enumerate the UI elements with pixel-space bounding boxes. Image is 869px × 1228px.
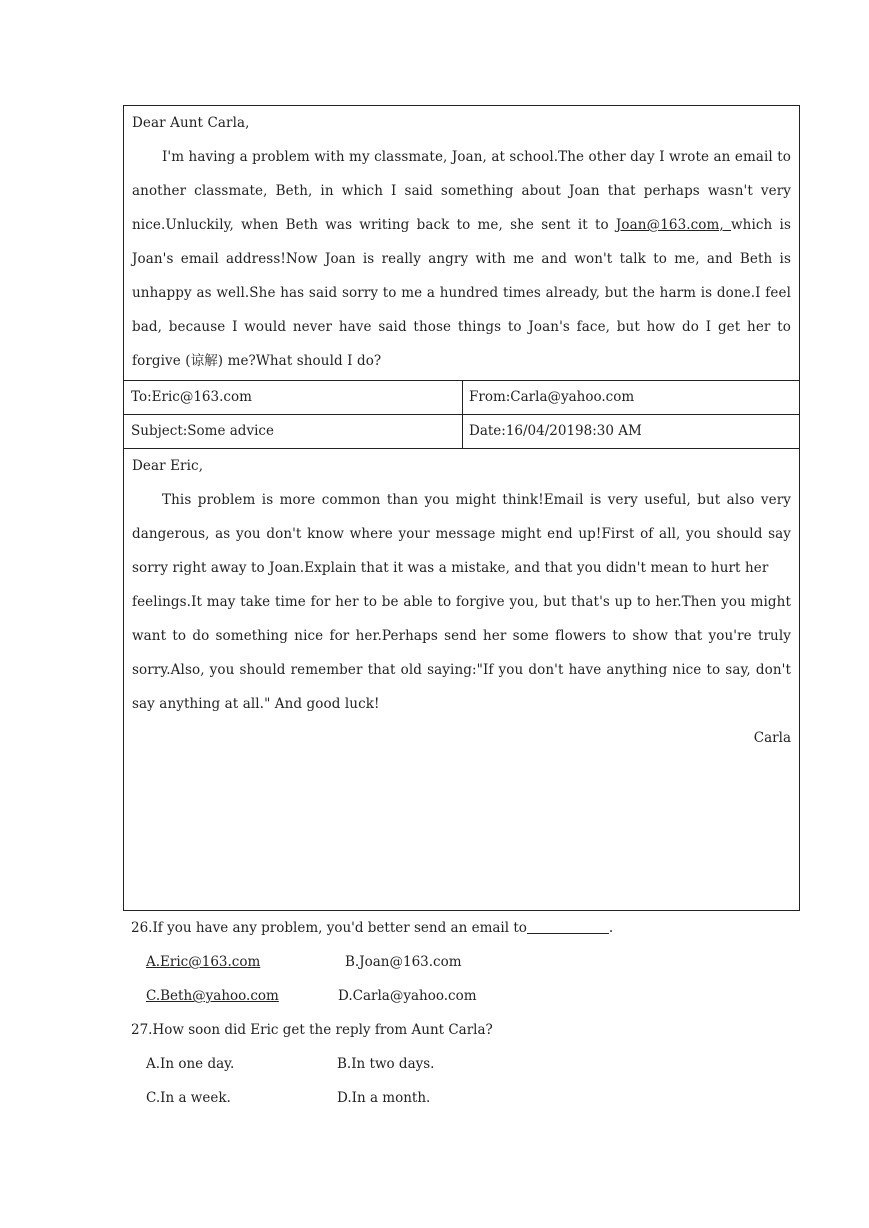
question-27-text: 27.How soon did Eric get the reply from Aunt Carla? <box>131 1022 493 1038</box>
from-field: From:Carla@yahoo.com <box>469 389 635 405</box>
letter2-body-part1: This problem is more common than you might think!Email is very useful, but also very dangerous, as you don't know where your message might end up!First of all, you should say sorry right away to Joan.Explain that it was a mistake, and that you didn't mean to hurt her <box>132 492 791 576</box>
date-field: Date:16/04/20198:30 AM <box>469 423 642 439</box>
question-26 <box>131 911 801 945</box>
option-d: D.Carla@yahoo.com <box>338 988 477 1004</box>
option-d: D.In a month. <box>337 1090 431 1106</box>
joan-email-link: Joan@163.com, <box>615 217 732 233</box>
letter1-body <box>124 140 799 378</box>
options-row <box>131 1081 801 1115</box>
options-row <box>131 979 801 1013</box>
letter1-body-part1: I'm having a problem with my classmate, Joan, at school.The other day I wrote an email to another classmate, Beth, in which I said something about Joan that perhaps wasn't very nice.Unluckily, when Beth was writing back to me, she sent it to <box>132 149 791 233</box>
option-c: C.Beth@yahoo.com <box>146 988 279 1004</box>
option-a: A.In one day. <box>146 1056 235 1072</box>
option-b: B.Joan@163.com <box>345 954 462 970</box>
letter1-greeting: Dear Aunt Carla, <box>132 115 250 131</box>
letter2-body-part2: feelings.It may take time for her to be able to forgive you, but that's up to her.Then you might want to do something nice for her.Perhaps send her some flowers to show that you're truly sorry.Also, you should remember that old saying:"If you don't have anything nice to say, don't say anything at all." And good luck! <box>132 594 791 712</box>
options-row <box>131 1047 801 1081</box>
reply-from-carla <box>124 449 799 755</box>
answer-blank <box>527 917 609 934</box>
letter1-body-part2: which is Joan's email address!Now Joan is really angry with me and won't talk to me, and Beth is unhappy as well.She has said sorry to me a hundred times already, but the harm is done.I feel bad, because I would never have said those things to Joan's face, but how do I get her to forgive (谅解) me?What should I do? <box>132 217 791 369</box>
option-b: B.In two days. <box>337 1056 435 1072</box>
subject-field: Subject:Some advice <box>131 423 274 439</box>
questions <box>131 911 801 1115</box>
question-26-end: . <box>608 920 614 936</box>
option-c: C.In a week. <box>146 1090 231 1106</box>
option-a: A.Eric@163.com <box>146 954 261 970</box>
question-26-text: 26.If you have any problem, you'd better send an email to <box>131 920 527 936</box>
email-table <box>123 105 800 911</box>
to-field: To:Eric@163.com <box>131 389 252 405</box>
signature: Carla <box>753 730 791 746</box>
options-row <box>131 945 801 979</box>
question-27 <box>131 1013 801 1047</box>
letter2-greeting: Dear Eric, <box>132 458 204 474</box>
letter-from-eric <box>124 106 799 380</box>
